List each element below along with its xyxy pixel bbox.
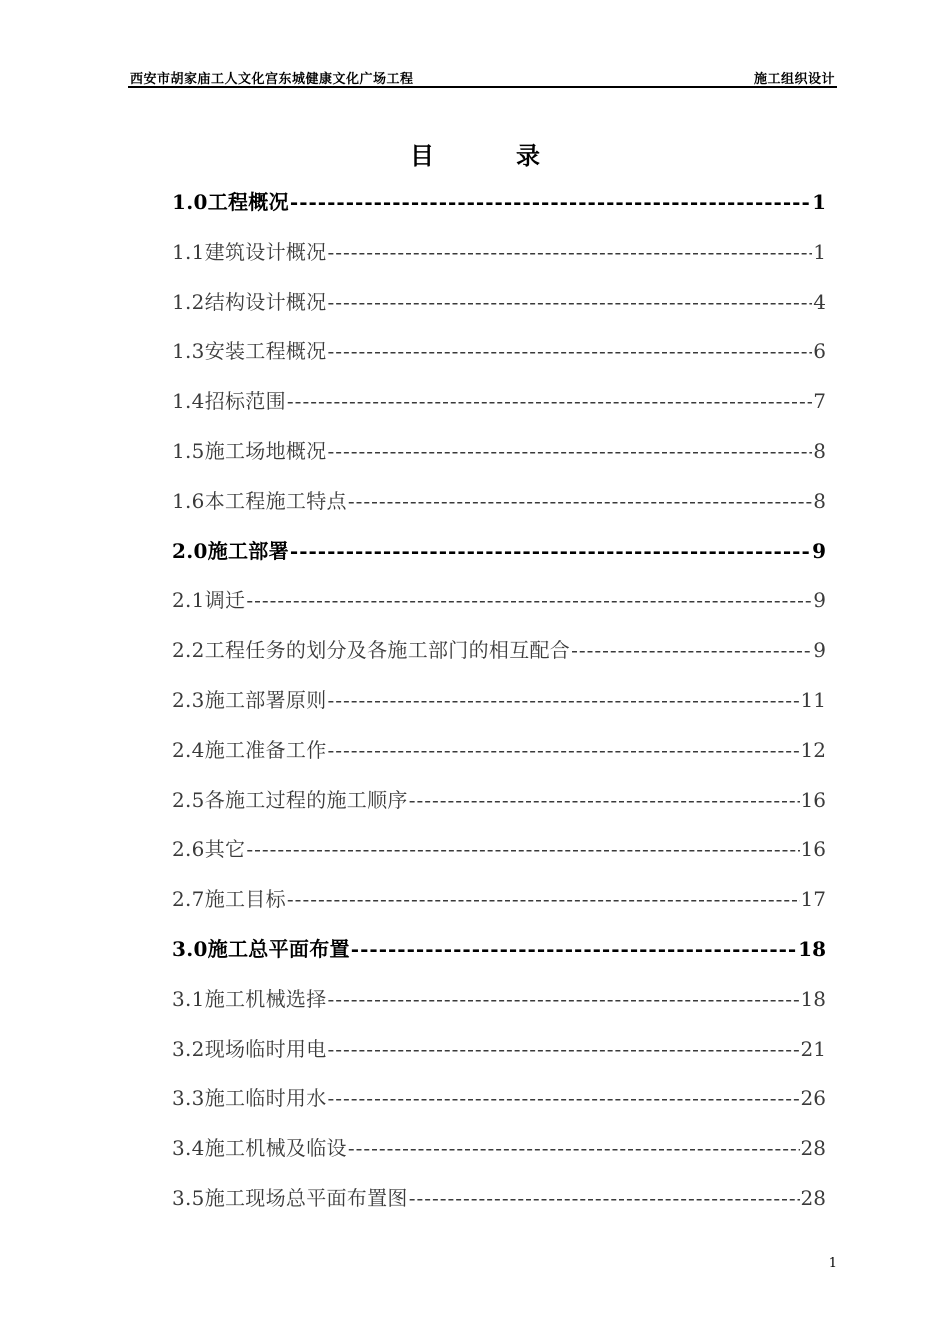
- toc-entry-label: 1.0工程概况: [172, 190, 289, 214]
- toc-subsection-entry[interactable]: [172, 228, 826, 278]
- toc-leader-dashes: [290, 178, 811, 228]
- toc-entry-page: 18: [800, 986, 826, 1011]
- toc-entry-page: 9: [813, 638, 826, 663]
- toc-entry-label: 2.0施工部署: [172, 538, 289, 563]
- toc-entry-page: 12: [800, 737, 826, 762]
- toc-subsection-entry[interactable]: [172, 676, 826, 726]
- toc-leader-dashes: [246, 825, 799, 875]
- toc-subsection-entry[interactable]: [172, 278, 826, 328]
- toc-subsection-entry[interactable]: [172, 825, 826, 875]
- toc-leader-dashes: [328, 327, 813, 377]
- toc-entry-page: 9: [813, 588, 826, 613]
- toc-entry-label: 1.6本工程施工特点: [172, 488, 347, 513]
- toc-leader-dashes: [348, 477, 812, 527]
- toc-entry-page: 16: [800, 837, 826, 862]
- toc-leader-dashes: [246, 576, 812, 626]
- toc-leader-dashes: [328, 726, 800, 776]
- toc-entry-label: 2.4施工准备工作: [172, 737, 327, 762]
- toc-entry-label: 2.6其它: [172, 837, 246, 862]
- toc-title-part2: 录: [516, 141, 540, 170]
- toc-entry-page: 16: [800, 787, 826, 812]
- toc-leader-dashes: [290, 527, 811, 577]
- toc-title-part1: 目: [410, 141, 434, 170]
- toc-entry-page: 8: [813, 488, 826, 513]
- toc-entry-label: 1.1建筑设计概况: [172, 239, 327, 264]
- toc-entry-label: 3.3施工临时用水: [172, 1086, 327, 1111]
- toc-subsection-entry[interactable]: [172, 327, 826, 377]
- toc-entry-page: 17: [800, 887, 826, 912]
- toc-entry-label: 3.1施工机械选择: [172, 986, 327, 1011]
- toc-entry-label: 3.0施工总平面布置: [172, 936, 350, 961]
- toc-subsection-entry[interactable]: [172, 1025, 826, 1075]
- toc-leader-dashes: [409, 1174, 800, 1224]
- toc-entry-page: 1: [813, 239, 826, 264]
- toc-subsection-entry[interactable]: [172, 1174, 826, 1224]
- table-of-contents: [172, 178, 826, 1224]
- toc-leader-dashes: [328, 427, 813, 477]
- toc-leader-dashes: [287, 875, 800, 925]
- header-project-title: 西安市胡家庙工人文化宫东城健康文化广场工程: [130, 72, 414, 87]
- toc-section-entry[interactable]: [172, 178, 826, 228]
- toc-leader-dashes: [328, 228, 813, 278]
- toc-entry-page: 7: [813, 389, 826, 414]
- toc-leader-dashes: [328, 1025, 800, 1075]
- toc-leader-dashes: [328, 278, 813, 328]
- toc-subsection-entry[interactable]: [172, 776, 826, 826]
- toc-subsection-entry[interactable]: [172, 576, 826, 626]
- toc-entry-page: 6: [813, 339, 826, 364]
- toc-entry-label: 1.4招标范围: [172, 389, 286, 414]
- toc-entry-label: 2.5各施工过程的施工顺序: [172, 787, 408, 812]
- toc-entry-page: 21: [800, 1036, 826, 1061]
- page-number: 1: [828, 1256, 837, 1271]
- toc-entry-label: 3.2现场临时用电: [172, 1036, 327, 1061]
- toc-subsection-entry[interactable]: [172, 726, 826, 776]
- header-document-type: 施工组织设计: [753, 72, 835, 87]
- toc-leader-dashes: [348, 1124, 800, 1174]
- toc-entry-label: 1.2结构设计概况: [172, 289, 327, 314]
- toc-entry-label: 2.3施工部署原则: [172, 687, 327, 712]
- toc-title: [0, 136, 950, 171]
- toc-section-entry[interactable]: [172, 925, 826, 975]
- toc-entry-label: 2.7施工目标: [172, 887, 286, 912]
- toc-entry-page: 8: [813, 438, 826, 463]
- toc-section-entry[interactable]: [172, 527, 826, 577]
- toc-subsection-entry[interactable]: [172, 377, 826, 427]
- toc-entry-label: 3.5施工现场总平面布置图: [172, 1185, 408, 1210]
- toc-entry-page: 4: [813, 289, 826, 314]
- toc-subsection-entry[interactable]: [172, 875, 826, 925]
- toc-leader-dashes: [328, 676, 800, 726]
- toc-leader-dashes: [409, 776, 800, 826]
- toc-subsection-entry[interactable]: [172, 1124, 826, 1174]
- toc-entry-page: 1: [812, 190, 826, 214]
- toc-entry-page: 11: [800, 687, 826, 712]
- toc-entry-page: 28: [800, 1185, 826, 1210]
- toc-entry-page: 18: [798, 936, 826, 961]
- toc-leader-dashes: [328, 975, 800, 1025]
- toc-entry-label: 3.4施工机械及临设: [172, 1136, 347, 1161]
- toc-subsection-entry[interactable]: [172, 626, 826, 676]
- toc-entry-label: 2.1调迁: [172, 588, 246, 613]
- toc-entry-page: 9: [812, 538, 826, 563]
- toc-leader-dashes: [351, 925, 797, 975]
- toc-leader-dashes: [328, 1074, 800, 1124]
- toc-leader-dashes: [287, 377, 812, 427]
- toc-subsection-entry[interactable]: [172, 477, 826, 527]
- toc-entry-page: 28: [800, 1136, 826, 1161]
- toc-leader-dashes: [571, 626, 812, 676]
- toc-subsection-entry[interactable]: [172, 1074, 826, 1124]
- toc-entry-label: 2.2工程任务的划分及各施工部门的相互配合: [172, 638, 571, 663]
- toc-subsection-entry[interactable]: [172, 427, 826, 477]
- toc-entry-label: 1.5施工场地概况: [172, 438, 327, 463]
- toc-entry-label: 1.3安装工程概况: [172, 339, 327, 364]
- page-header: [128, 64, 837, 88]
- toc-subsection-entry[interactable]: [172, 975, 826, 1025]
- toc-entry-page: 26: [800, 1086, 826, 1111]
